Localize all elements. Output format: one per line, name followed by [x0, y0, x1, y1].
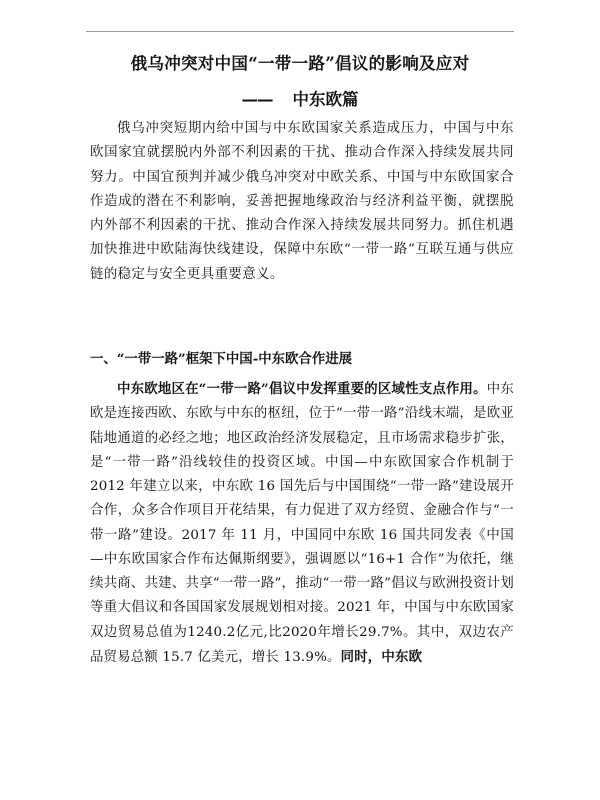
subtitle-text: 中东欧篇 — [292, 90, 359, 109]
lead-sentence: 中东欧地区在“一带一路”倡议中发挥重要的区域性支点作用。 — [117, 381, 487, 397]
body-paragraph — [90, 377, 514, 670]
subtitle-dash: —— — [241, 90, 273, 109]
tail-bold-text: 同时，中东欧 — [340, 648, 423, 665]
header-rule — [86, 31, 514, 32]
document-title: 俄乌冲突对中国“一带一路”倡议的影响及应对 — [130, 54, 470, 73]
section-heading: 一、“一带一路”框架下中国-中东欧合作进展 — [90, 351, 352, 367]
body-text: 中东欧是连接西欧、东欧与中东的枢纽，位于“一带一路”沿线末端，是欧亚陆地通道的必经之地；地区政治经济发展稳定，且市场需求稳步扩张，是“一带一路”沿线较佳的投资区域。中国—中东欧国家合作机制于 2012 年建立以来，中东欧 16 国先后与中国围绕“一带一路”建设展开合作，众多合作项目开花结果，有力促进了双方经贸、金融合作与“一带一路”建设。2017 年 11 月，中国同中东欧 16 国共同发表《中国—中东欧国家合作布达佩斯纲要》，强调愿以“16+1 合作”为依托，继续共商、共建、共享“一带一路”，推动“一带一路”倡议与欧洲投资计划等重大倡议和各国国家发展规划相对接。2021 年，中国与中东欧国家双边贸易总值为1240.2亿元,比2020年增长29.7%。其中，双边农产品贸易总额 15.7 亿美元，增长 13.9%。 — [90, 382, 514, 665]
intro-paragraph: 俄乌冲突短期内给中国与中东欧国家关系造成压力，中国与中东欧国家宜就摆脱内外部不利因素的干扰、推动合作深入持续发展共同努力。中国宜预判并减少俄乌冲突对中欧关系、中国与中东欧国家合作造成的潜在不利影响，妥善把握地缘政治与经济利益平衡，就摆脱内外部不利因素的干扰、推动合作深入持续发展共同努力。抓住机遇加快推进中欧陆海快线建设，保障中东欧“一带一路”互联互通与供应链的稳定与安全更具重要意义。 — [90, 121, 514, 282]
document-subtitle — [60, 88, 540, 112]
